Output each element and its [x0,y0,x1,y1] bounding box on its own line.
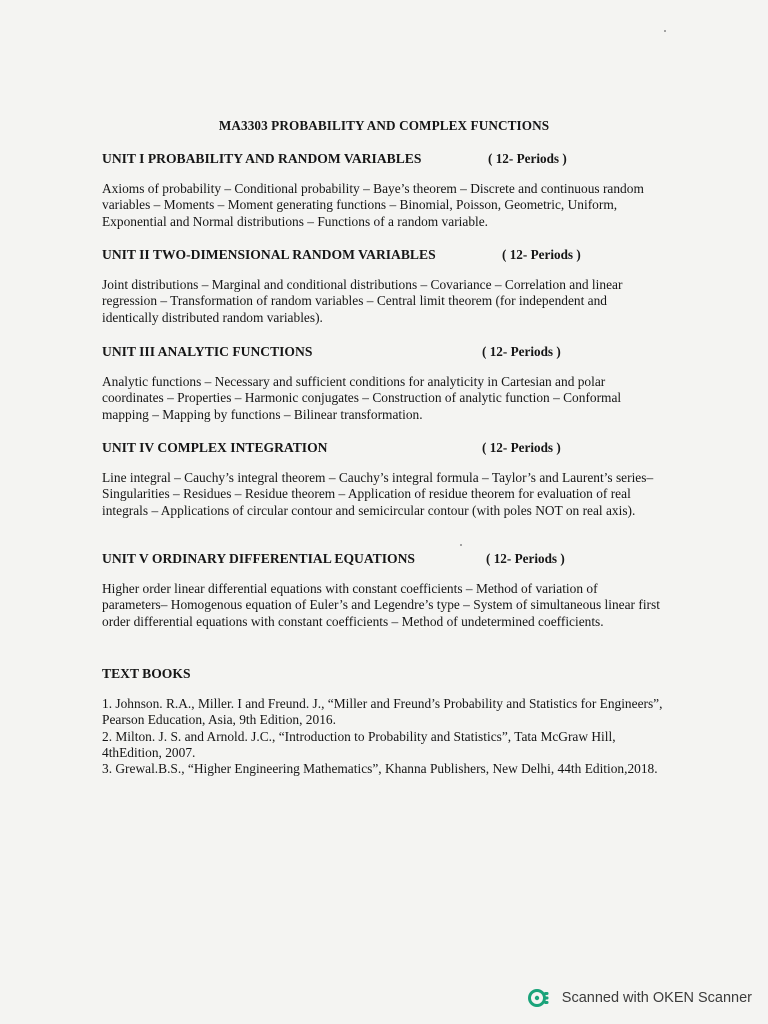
textbook-item: 2. Milton. J. S. and Arnold. J.C., “Introduction to Probability and Statistics”, Tata McGraw Hill, 4thEdition, 2007. [102,728,616,760]
unit-3-heading [102,344,682,362]
unit-5-section [102,551,682,630]
unit-5-title: UNIT V ORDINARY DIFFERENTIAL EQUATIONS [102,551,415,566]
scan-speck [664,30,666,32]
unit-5-heading [102,551,682,569]
unit-3-section [102,344,682,423]
unit-2-periods: ( 12- Periods ) [502,247,581,262]
oken-scanner-logo-icon [528,987,550,1009]
unit-5-body: Higher order linear differential equations with constant coefficients – Method of variation of parameters– Homogenous equation of Euler’s and Legendre’s type – System of simultaneous linear first order differential equations with constant coefficients – Method of undetermined coefficients. [102,581,660,629]
textbooks-section [102,666,692,777]
scanner-watermark [528,986,752,1010]
unit-4-section [102,440,682,519]
unit-4-title: UNIT IV COMPLEX INTEGRATION [102,440,328,455]
unit-3-body: Analytic functions – Necessary and sufficient conditions for analyticity in Cartesian and polar coordinates – Properties – Harmonic conjugates – Construction of analytic function – Conformal mapping – Mapping by functions – Bilinear transformation. [102,374,622,422]
unit-3-periods: ( 12- Periods ) [482,344,561,359]
textbook-item: 3. Grewal.B.S., “Higher Engineering Mathematics”, Khanna Publishers, New Delhi, 44th Edition,2018. [102,761,658,777]
unit-2-title: UNIT II TWO-DIMENSIONAL RANDOM VARIABLES [102,247,436,262]
unit-2-section [102,247,682,326]
scanner-watermark-text: Scanned with OKEN Scanner [561,990,752,1006]
course-title: MA3303 PROBABILITY AND COMPLEX FUNCTIONS [218,118,550,133]
unit-2-body: Joint distributions – Marginal and conditional distributions – Covariance – Correlation and linear regression – Transformation of random variables – Central limit theorem (for independent and identically distributed random variables). [102,277,623,325]
scan-speck [460,544,462,546]
unit-1-section [102,151,682,230]
unit-1-title: UNIT I PROBABILITY AND RANDOM VARIABLES [102,151,422,166]
textbooks-list [102,696,672,777]
unit-3-title: UNIT III ANALYTIC FUNCTIONS [102,344,313,359]
unit-1-body: Axioms of probability – Conditional probability – Baye’s theorem – Discrete and continuous random variables – Moments – Moment generating functions – Binomial, Poisson, Geometric, Uniform, Exponential and Normal distributions – Functions of a random variable. [102,181,644,229]
textbooks-heading: TEXT BOOKS [102,666,191,681]
unit-1-heading [102,151,682,169]
unit-2-heading [102,247,682,265]
unit-1-periods: ( 12- Periods ) [488,151,567,166]
textbook-item: 1. Johnson. R.A., Miller. I and Freund. J., “Miller and Freund’s Probability and Statistics for Engineers”, Pearson Education, Asia, 9th Edition, 2016. [102,696,663,728]
unit-4-body: Line integral – Cauchy’s integral theorem – Cauchy’s integral formula – Taylor’s and Laurent’s series– Singularities – Residues – Residue theorem – Application of residue theorem for evaluation of real integrals – Applications of circular contour and semicircular contour (with poles NOT on real axis). [102,470,654,518]
unit-4-heading [102,440,682,458]
unit-5-periods: ( 12- Periods ) [486,551,565,566]
unit-4-periods: ( 12- Periods ) [482,440,561,455]
